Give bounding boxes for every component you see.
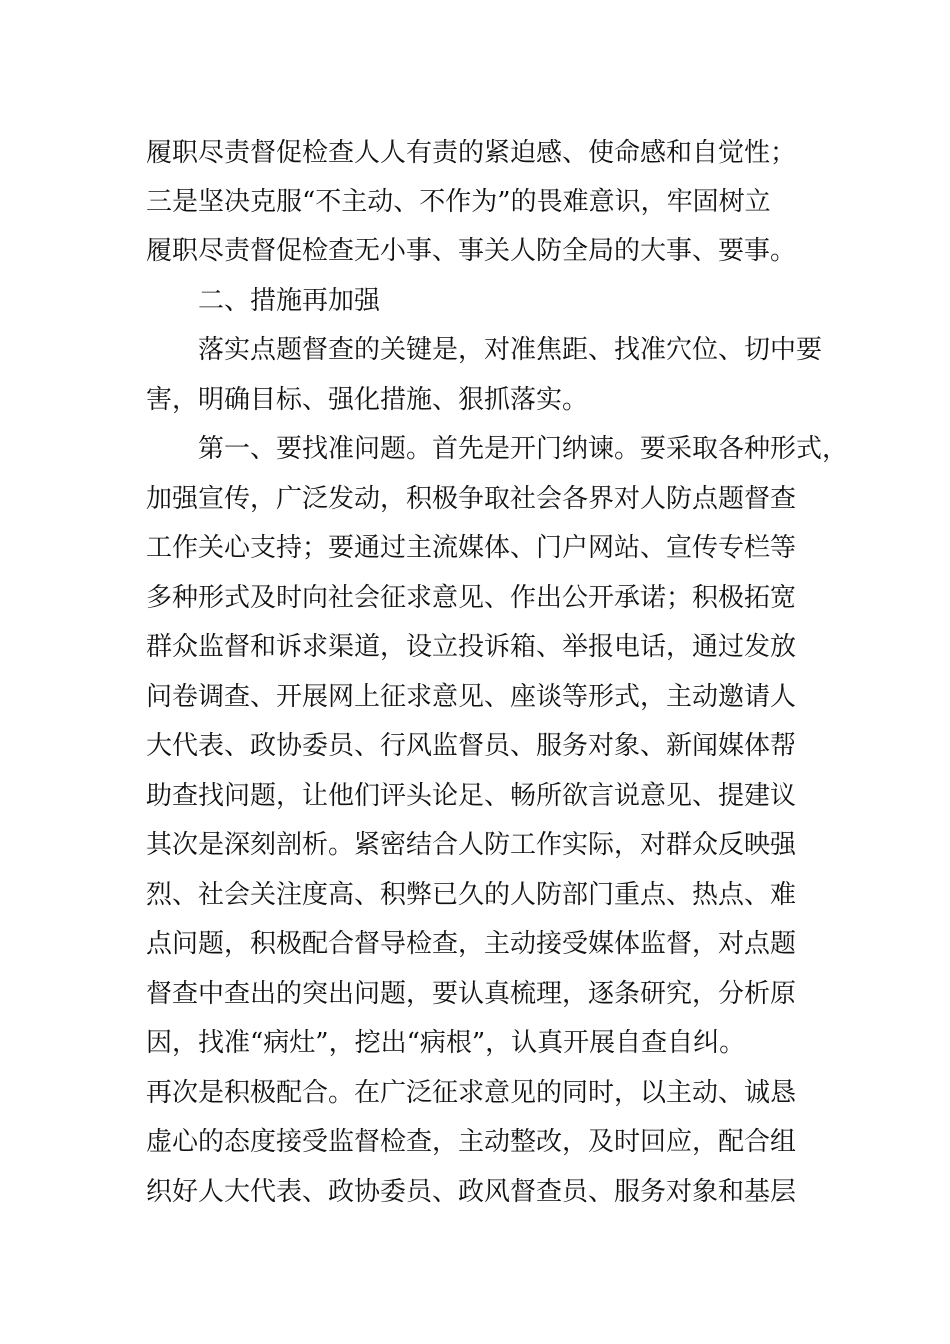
text-line: 落实点题督查的关键是，对准焦距、找准穴位、切中要 — [146, 335, 823, 365]
text-line: 第一、要找准问题。首先是开门纳谏。要采取各种形式， — [146, 434, 849, 464]
text-line: 加强宣传，广泛发动，积极争取社会各界对人防点题督查 — [146, 484, 797, 514]
text-line: 助查找问题，让他们评头论足、畅所欲言说意见、提建议 — [146, 781, 797, 811]
text-line: 烈、社会关注度高、积弊已久的人防部门重点、热点、难 — [146, 880, 797, 910]
text-line: 点问题，积极配合督导检查，主动接受媒体监督，对点题 — [146, 929, 797, 959]
text-line: 织好人大代表、政协委员、政风督查员、服务对象和基层 — [146, 1177, 797, 1207]
text-line: 问卷调查、开展网上征求意见、座谈等形式，主动邀请人 — [146, 682, 797, 712]
text-line: 虚心的态度接受监督检查，主动整改，及时回应，配合组 — [146, 1127, 797, 1157]
text-line: 工作关心支持；要通过主流媒体、门户网站、宣传专栏等 — [146, 533, 797, 563]
section-heading: 二、措施再加强 — [146, 286, 381, 316]
text-line: 履职尽责督促检查无小事、事关人防全局的大事、要事。 — [146, 236, 797, 266]
text-line: 再次是积极配合。在广泛征求意见的同时，以主动、诚恳 — [146, 1078, 797, 1108]
text-line: 三是坚决克服“不主动、不作为”的畏难意识，牢固树立 — [146, 187, 771, 217]
text-line: 多种形式及时向社会征求意见、作出公开承诺；积极拓宽 — [146, 583, 797, 613]
text-line: 群众监督和诉求渠道，设立投诉箱、举报电话，通过发放 — [146, 632, 797, 662]
text-line: 害，明确目标、强化措施、狠抓落实。 — [146, 385, 589, 415]
text-line: 督查中查出的突出问题，要认真梳理，逐条研究，分析原 — [146, 979, 797, 1009]
text-line: 其次是深刻剖析。紧密结合人防工作实际，对群众反映强 — [146, 830, 797, 860]
text-line: 大代表、政协委员、行风监督员、服务对象、新闻媒体帮 — [146, 731, 797, 761]
text-line: 因，找准“病灶”，挖出“病根”，认真开展自查自纠。 — [146, 1028, 746, 1058]
text-line: 履职尽责督促检查人人有责的紧迫感、使命感和自觉性； — [146, 138, 797, 168]
